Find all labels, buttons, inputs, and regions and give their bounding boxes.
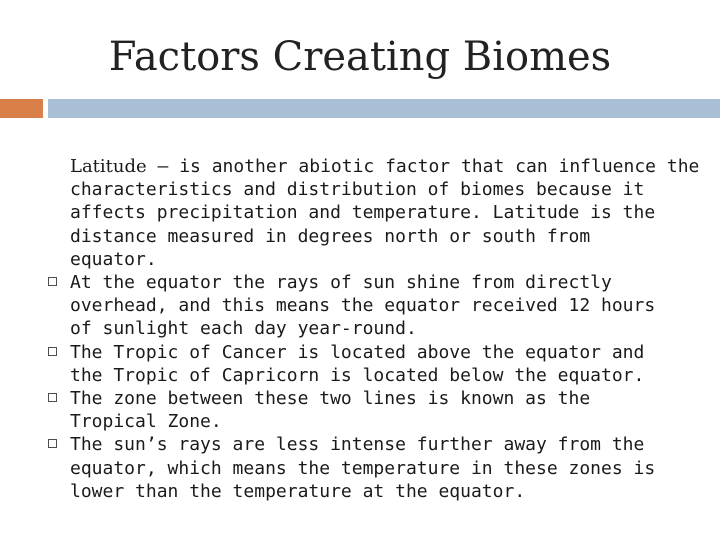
slide-body [48, 155, 700, 503]
title-underline-bar [48, 99, 720, 118]
bullet-item-equator: At the equator the rays of sun shine from directly overhead, and this means the equator received 12 hours of sunlight each day year-round. [48, 271, 658, 341]
intro-line-5: equator. [70, 248, 157, 270]
intro-paragraph [48, 155, 700, 271]
bullet-item-tropics: The Tropic of Cancer is located above the equator and the Tropic of Capricorn is located below the equator. [48, 341, 658, 387]
intro-line-1: Latitude – is another abiotic factor that can influence the [70, 156, 700, 177]
hollow-square-bullet-icon [48, 439, 57, 448]
intro-line-3: affects precipitation and temperature. Latitude is the [70, 202, 656, 224]
title-accent-bar [0, 99, 43, 118]
hollow-square-bullet-icon [48, 393, 57, 402]
bullet-item-tropical-zone: The zone between these two lines is known as the Tropical Zone. [48, 387, 658, 433]
intro-lead-term: Latitude [70, 156, 147, 177]
slide-title: Factors Creating Biomes [108, 34, 612, 80]
hollow-square-bullet-icon [48, 347, 57, 356]
intro-line-2: characteristics and distribution of biomes because it [70, 179, 645, 201]
intro-line-4: distance measured in degrees north or south from [70, 225, 591, 247]
hollow-square-bullet-icon [48, 277, 57, 286]
bullet-item-sun-rays: The sun’s rays are less intense further away from the equator, which means the temperature in these zones is lower than the temperature at the equator. [48, 433, 658, 503]
